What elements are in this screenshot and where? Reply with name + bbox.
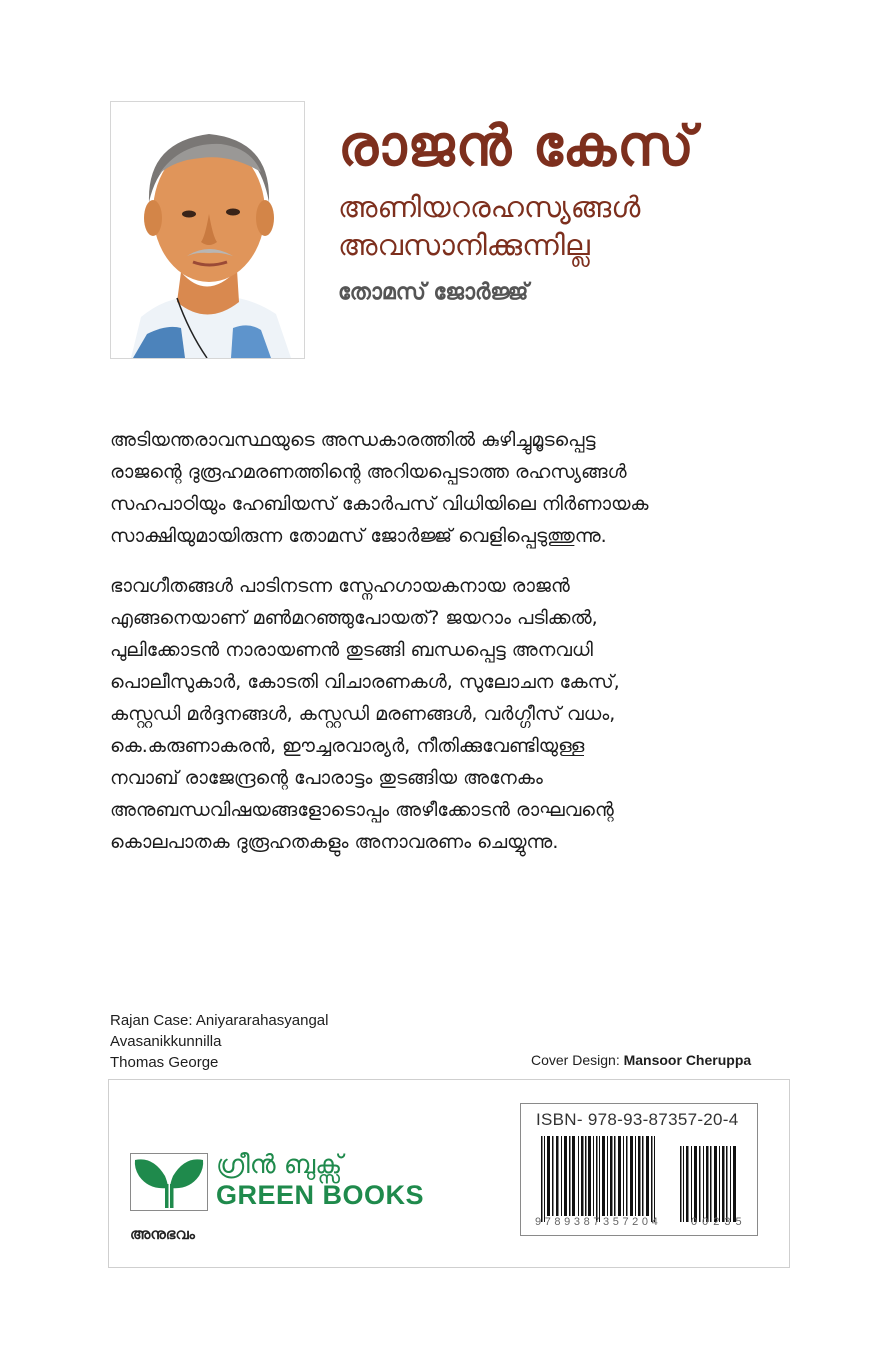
blurb-line: രാജന്റെ ദുരൂഹമരണത്തിന്റെ അറിയപ്പെടാത്ത രഹസ്യങ്ങൾ <box>110 461 627 483</box>
author-name: തോമസ് ജോർജ്ജ് <box>338 280 529 305</box>
english-credits <box>110 1010 328 1073</box>
publisher-name-en: GREEN BOOKS <box>216 1180 425 1210</box>
barcode-digits-main: 9789387357204 <box>535 1216 662 1228</box>
author-photo <box>110 101 305 359</box>
barcode-digits-addon: 00235 <box>691 1216 747 1228</box>
cover-design-credit <box>531 1052 751 1068</box>
blurb-line: കസ്റ്റഡി മർദ്ദനങ്ങൾ, കസ്റ്റഡി മരണങ്ങൾ, വർഗ്ഗീസ് വധം, <box>110 703 616 725</box>
subtitle-line-1: അണിയറരഹസ്യങ്ങൾ <box>338 190 641 224</box>
imprint-label: അനുഭവം <box>130 1225 195 1243</box>
blurb-line: എങ്ങനെയാണ് മൺമറഞ്ഞുപോയത്? ജയറാം പടിക്കൽ, <box>110 607 598 629</box>
subtitle-line-2: അവസാനിക്കുന്നില്ല <box>338 228 590 262</box>
isbn-label: ISBN- 978-93-87357-20-4 <box>536 1110 739 1129</box>
book-subtitle <box>338 188 758 264</box>
english-title-line-2: Avasanikkunnilla <box>110 1033 222 1050</box>
cover-design-label: Cover Design: <box>531 1052 620 1068</box>
blurb-line: സാക്ഷിയുമായിരുന്ന തോമസ് ജോർജ്ജ് വെളിപ്പെടുത്തുന്നു. <box>110 525 607 547</box>
book-title: രാജൻ കേസ് <box>338 114 695 179</box>
blurb-line: പുലിക്കോടൻ നാരായണൻ തുടങ്ങി ബന്ധപ്പെട്ട അനവധി <box>110 639 593 661</box>
blurb-paragraph-1 <box>110 424 790 552</box>
english-author: Thomas George <box>110 1054 219 1071</box>
blurb <box>110 424 790 872</box>
blurb-line: കെ.കരുണാകരൻ, ഈച്ചരവാര്യർ, നീതിക്കുവേണ്ടിയുള്ള <box>110 735 585 757</box>
blurb-line: സഹപാഠിയും ഹേബിയസ് കോർപസ് വിധിയിലെ നിർണായക <box>110 493 649 515</box>
publisher-name-ml: ഗ്രീൻ ബുക്സ് <box>216 1150 343 1180</box>
publisher-panel <box>108 1079 790 1268</box>
blurb-line: അടിയന്തരാവസ്ഥയുടെ അന്ധകാരത്തിൽ കുഴിച്ചുമൂടപ്പെട്ട <box>110 429 596 451</box>
blurb-line: കൊലപാതക ദുരൂഹതകളും അനാവരണം ചെയ്യുന്നു. <box>110 831 559 853</box>
blurb-line: അനുബന്ധവിഷയങ്ങളോടൊപ്പം അഴീക്കോടൻ രാഘവന്റെ <box>110 799 614 821</box>
publisher-logo <box>130 1153 208 1211</box>
cover-designer-name: Mansoor Cheruppa <box>623 1052 752 1068</box>
blurb-line: നവാബ് രാജേന്ദ്രന്റെ പോരാട്ടം തുടങ്ങിയ അനേകം <box>110 767 543 789</box>
english-title-line-1: Rajan Case: Aniyararahasyangal <box>110 1012 329 1029</box>
sprout-icon <box>131 1154 207 1210</box>
publisher-name <box>216 1150 424 1210</box>
blurb-line: ഭാവഗീതങ്ങൾ പാടിനടന്ന സ്നേഹഗായകനായ രാജൻ <box>110 575 570 597</box>
isbn-barcode <box>520 1103 758 1236</box>
blurb-paragraph-2 <box>110 570 790 858</box>
title-block <box>338 112 758 308</box>
author-portrait-icon <box>111 102 304 358</box>
blurb-line: പൊലീസുകാർ, കോടതി വിചാരണകൾ, സുലോചന കേസ്, <box>110 671 620 693</box>
